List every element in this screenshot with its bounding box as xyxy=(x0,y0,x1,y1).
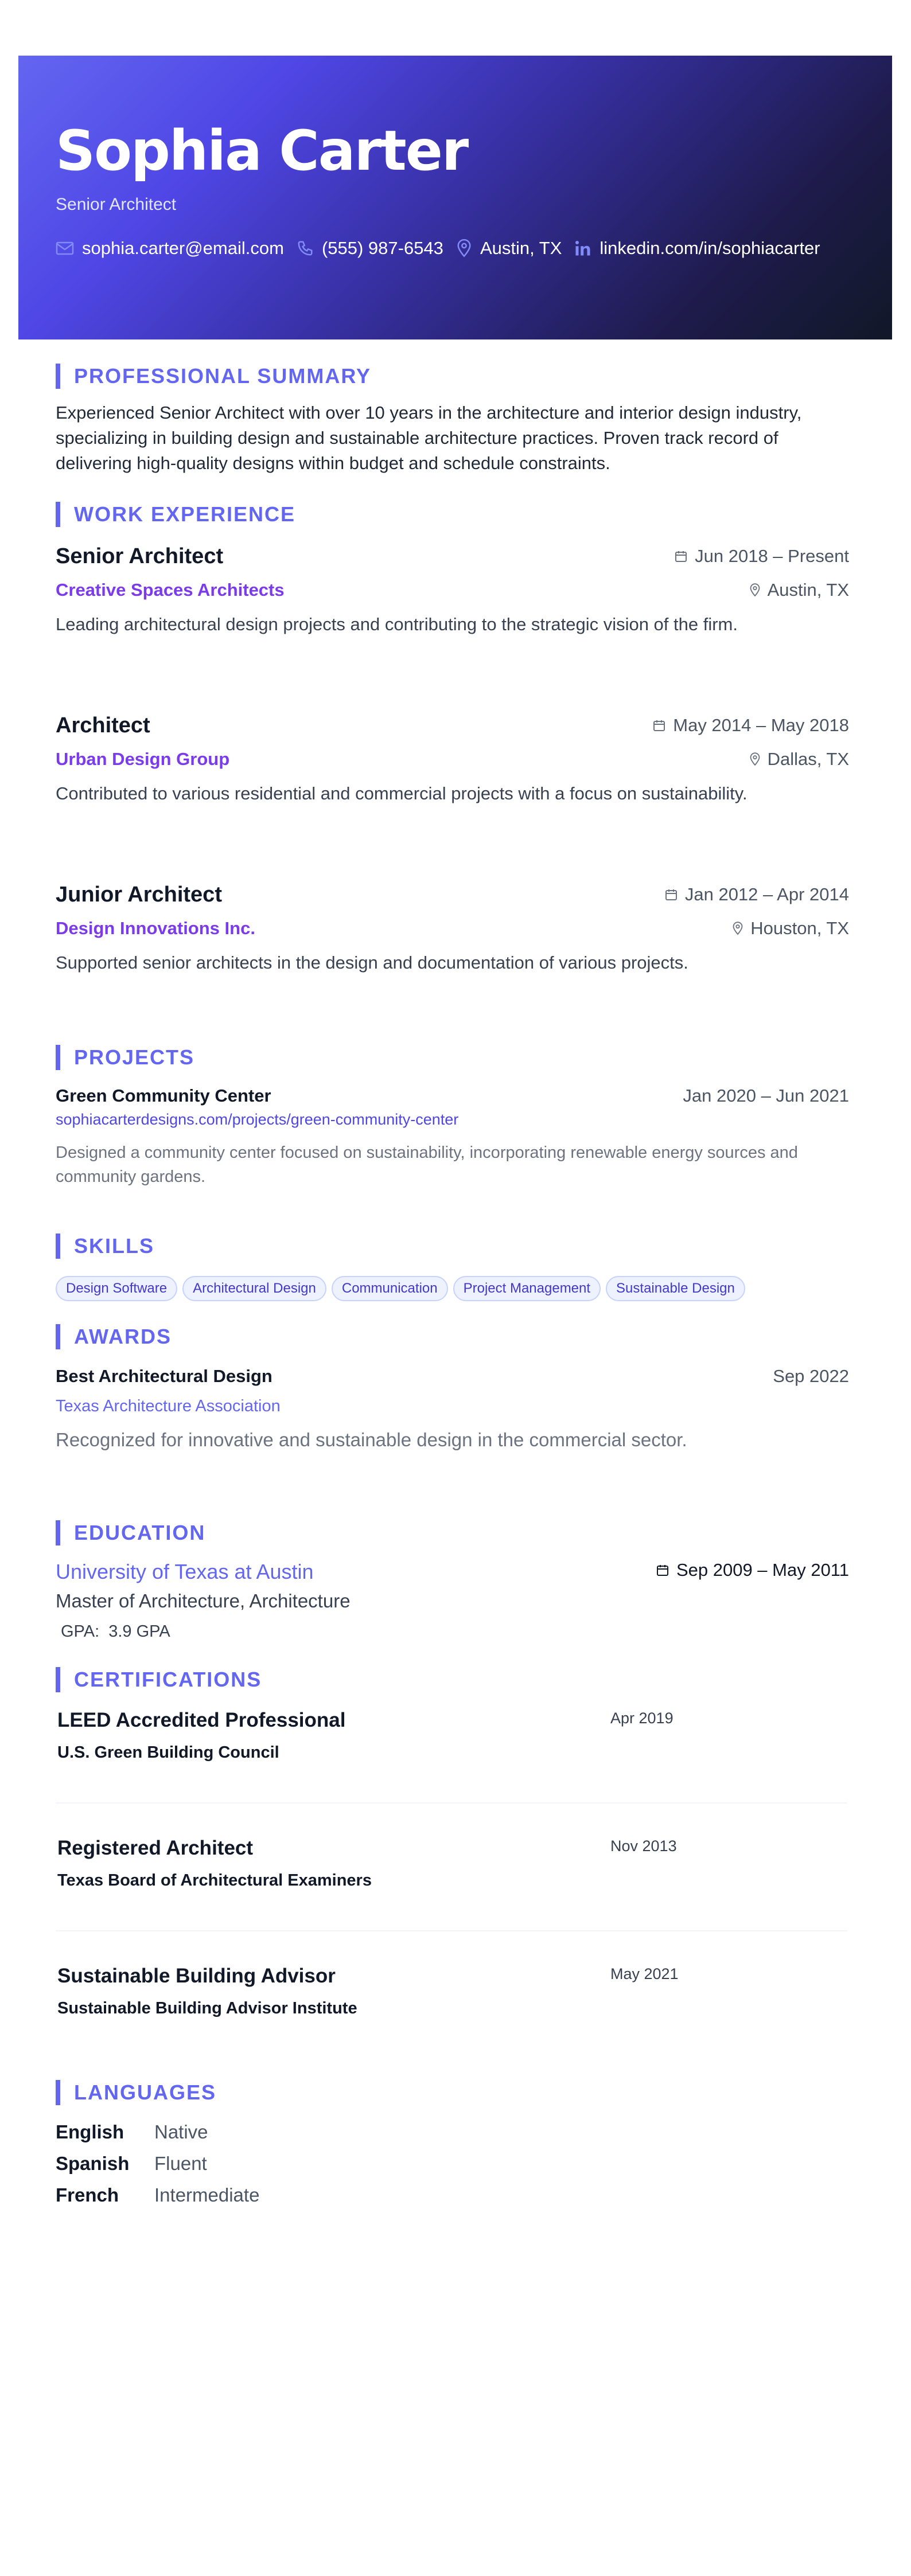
language-name: French xyxy=(56,2184,119,2206)
job-dates xyxy=(674,546,849,567)
certification-date: Nov 2013 xyxy=(610,1837,677,1855)
award-date: Sep 2022 xyxy=(773,1366,849,1386)
divider xyxy=(56,1930,847,1931)
skill-tag: Architectural Design xyxy=(182,1276,326,1301)
map-pin-icon xyxy=(749,583,761,598)
project-dates: Jan 2020 – Jun 2021 xyxy=(683,1086,849,1106)
job-location xyxy=(732,918,849,939)
map-pin-icon xyxy=(749,752,761,767)
language-name: Spanish xyxy=(56,2153,130,2174)
certification-name: Registered Architect xyxy=(57,1837,254,1859)
calendar-icon xyxy=(664,888,678,901)
job-title: Architect xyxy=(56,713,150,737)
mail-icon xyxy=(56,241,74,255)
education-gpa xyxy=(61,1622,170,1641)
job-dates xyxy=(664,884,849,905)
job-description: Leading architectural design projects and contributing to the strategic vision of the firm. xyxy=(56,614,738,634)
job-location-text: Houston, TX xyxy=(750,918,849,938)
candidate-role: Senior Architect xyxy=(56,195,177,214)
certification-date: Apr 2019 xyxy=(610,1709,673,1727)
skill-tag: Design Software xyxy=(56,1276,177,1301)
project-description: Designed a community center focused on sustainability, incorporating renewable energy sources and community gardens. xyxy=(56,1143,798,1186)
projects-heading: PROJECTS xyxy=(56,1045,194,1070)
summary-text: Experienced Senior Architect with over 10 years in the architecture and interior design industry, specializing in building design and sustainable architecture practices. Proven track record of delivering high-quality designs within budget and schedule constraints. xyxy=(56,403,802,473)
project-name: Green Community Center xyxy=(56,1086,271,1106)
job-location xyxy=(749,749,849,770)
gpa-label: GPA: xyxy=(61,1622,100,1641)
calendar-icon xyxy=(652,719,666,732)
job-dates-text: Jan 2012 – Apr 2014 xyxy=(684,884,849,904)
job-dates-text: May 2014 – May 2018 xyxy=(673,715,849,735)
job-dates-text: Jun 2018 – Present xyxy=(695,546,849,566)
education-degree: Master of Architecture, Architecture xyxy=(56,1590,351,1611)
education-dates xyxy=(656,1560,849,1580)
certification-name: LEED Accredited Professional xyxy=(57,1709,346,1731)
certifications-heading: CERTIFICATIONS xyxy=(56,1667,262,1692)
skill-tag: Sustainable Design xyxy=(606,1276,745,1301)
linkedin-icon xyxy=(574,240,591,257)
certification-issuer: Texas Board of Architectural Examiners xyxy=(57,1871,372,1890)
certification-issuer: Sustainable Building Advisor Institute xyxy=(57,1999,357,2017)
skill-tag: Communication xyxy=(332,1276,448,1301)
phone-icon xyxy=(297,240,314,257)
award-name: Best Architectural Design xyxy=(56,1366,272,1386)
education-dates-text: Sep 2009 – May 2011 xyxy=(676,1560,849,1580)
contact-phone[interactable] xyxy=(297,238,443,259)
job-description: Contributed to various residential and commercial projects with a focus on sustainability. xyxy=(56,783,748,803)
gpa-value: 3.9 GPA xyxy=(108,1622,170,1641)
job-location xyxy=(749,580,849,600)
language-level: Intermediate xyxy=(154,2184,260,2206)
resume-header xyxy=(18,56,892,339)
certification-date: May 2021 xyxy=(610,1965,679,1982)
job-dates xyxy=(652,715,849,736)
skills-heading: SKILLS xyxy=(56,1234,154,1259)
skill-tag: Project Management xyxy=(453,1276,601,1301)
job-location-text: Austin, TX xyxy=(767,580,849,600)
education-school: University of Texas at Austin xyxy=(56,1560,314,1583)
awards-heading: AWARDS xyxy=(56,1324,172,1349)
award-issuer: Texas Architecture Association xyxy=(56,1397,281,1415)
education-heading: EDUCATION xyxy=(56,1520,205,1545)
award-description: Recognized for innovative and sustainable design in the commercial sector. xyxy=(56,1429,687,1450)
contact-linkedin[interactable] xyxy=(574,238,820,259)
experience-heading: WORK EXPERIENCE xyxy=(56,502,295,527)
location-text: Austin, TX xyxy=(480,238,562,258)
calendar-icon xyxy=(674,549,688,563)
language-name: English xyxy=(56,2121,124,2142)
project-link[interactable]: sophiacarterdesigns.com/projects/green-community-center xyxy=(56,1111,459,1128)
calendar-icon xyxy=(656,1563,669,1577)
job-company: Design Innovations Inc. xyxy=(56,918,255,938)
job-company: Urban Design Group xyxy=(56,749,230,769)
certification-issuer: U.S. Green Building Council xyxy=(57,1743,279,1762)
email-text: sophia.carter@email.com xyxy=(82,238,284,258)
phone-text: (555) 987-6543 xyxy=(321,238,443,258)
contact-info xyxy=(56,238,833,259)
contact-email[interactable] xyxy=(56,238,284,259)
summary-heading: PROFESSIONAL SUMMARY xyxy=(56,364,371,389)
candidate-name: Sophia Carter xyxy=(56,119,468,183)
map-pin-icon xyxy=(456,239,472,257)
map-pin-icon xyxy=(732,921,743,936)
language-level: Fluent xyxy=(154,2153,207,2174)
job-location-text: Dallas, TX xyxy=(767,749,849,769)
job-description: Supported senior architects in the design and documentation of various projects. xyxy=(56,953,688,973)
language-level: Native xyxy=(154,2121,208,2142)
certification-name: Sustainable Building Advisor xyxy=(57,1965,336,1987)
contact-location xyxy=(456,238,562,259)
job-company: Creative Spaces Architects xyxy=(56,580,285,600)
divider xyxy=(56,1802,847,1804)
job-title: Junior Architect xyxy=(56,883,222,907)
languages-heading: LANGUAGES xyxy=(56,2080,216,2105)
job-title: Senior Architect xyxy=(56,544,224,568)
skills-list xyxy=(56,1276,750,1301)
linkedin-text: linkedin.com/in/sophiacarter xyxy=(599,238,820,258)
